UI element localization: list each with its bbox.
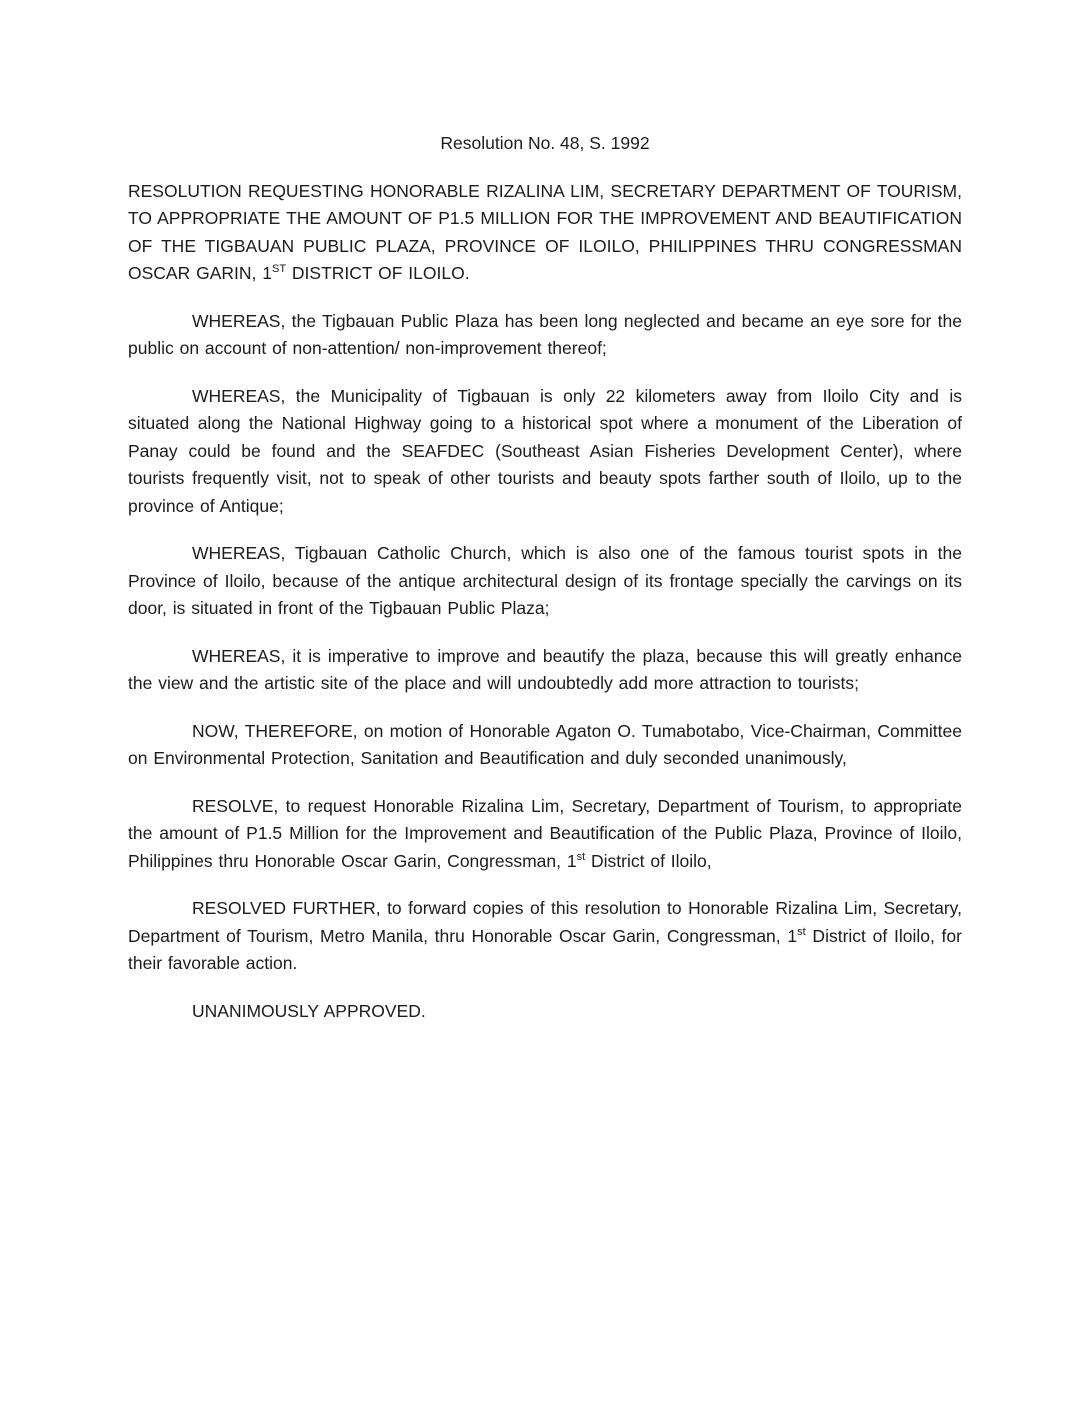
superscript-text: st: [576, 850, 586, 863]
document-body: [128, 178, 962, 1026]
paragraph-text: WHEREAS, Tigbauan Catholic Church, which is also one of the famous tourist spots in the Province of Iloilo, because of the antique architectural design of its frontage specially the carvings on its door, is situated in front of the Tigbauan Public Plaza;: [128, 543, 962, 618]
superscript-text: ST: [271, 263, 287, 276]
paragraph-text: DISTRICT OF ILOILO.: [286, 263, 470, 283]
paragraph-text: WHEREAS, the Tigbauan Public Plaza has been long neglected and became an eye sore for the public on account of non-attention/ non-improvement thereof;: [128, 310, 962, 358]
paragraph: [128, 308, 962, 363]
paragraph-text: UNANIMOUSLY APPROVED.: [192, 1000, 426, 1021]
paragraph-text: RESOLUTION REQUESTING HONORABLE RIZALINA LIM, SECRETARY DEPARTMENT OF TOURISM, TO APPROPRIATE THE AMOUNT OF P1.5 MILLION FOR THE IMPROVEMENT AND BEAUTIFICATION OF THE TIGBAUAN PUBLIC PLAZA, PROVINCE OF ILOILO, PHILIPPINES THRU CONGRESSMAN OSCAR GARIN, 1: [128, 180, 962, 283]
paragraph: [128, 540, 962, 623]
paragraph-text: District of Iloilo,: [585, 850, 712, 871]
paragraph-text: WHEREAS, the Municipality of Tigbauan is only 22 kilometers away from Iloilo City and is situated along the National Highway going to a historical spot where a monument of the Liberation of Panay could be found and the SEAFDEC (Southeast Asian Fisheries Development Center), where tourists frequently visit, not to speak of other tourists and beauty spots farther south of Iloilo, up to the province of Antique;: [128, 385, 962, 516]
paragraph: [128, 718, 962, 773]
paragraph: [128, 998, 962, 1026]
paragraph-text: RESOLVE, to request Honorable Rizalina Lim, Secretary, Department of Tourism, to appropriate the amount of P1.5 Million for the Improvement and Beautification of the Public Plaza, Province of Iloilo, Philippines thru Honorable Oscar Garin, Congressman, 1: [128, 795, 962, 871]
paragraph: [128, 895, 962, 978]
paragraph: [128, 793, 962, 876]
paragraph-text: District of Iloilo, for their favorable action.: [128, 925, 962, 973]
paragraph-text: NOW, THEREFORE, on motion of Honorable Agaton O. Tumabotabo, Vice-Chairman, Committee on Environmental Protection, Sanitation and Beautification and duly seconded unanimously,: [128, 720, 962, 768]
paragraph-text: RESOLVED FURTHER, to forward copies of this resolution to Honorable Rizalina Lim, Secretary, Department of Tourism, Metro Manila, thru Honorable Oscar Garin, Congressman, 1: [128, 898, 962, 946]
paragraph: [128, 383, 962, 521]
paragraph: [128, 643, 962, 698]
paragraph: [128, 178, 962, 288]
superscript-text: st: [797, 925, 806, 938]
document-title: Resolution No. 48, S. 1992: [440, 133, 650, 153]
paragraph-text: WHEREAS, it is imperative to improve and beautify the plaza, because this will greatly enhance the view and the artistic site of the place and will undoubtedly add more attraction to tourists;: [128, 645, 962, 693]
